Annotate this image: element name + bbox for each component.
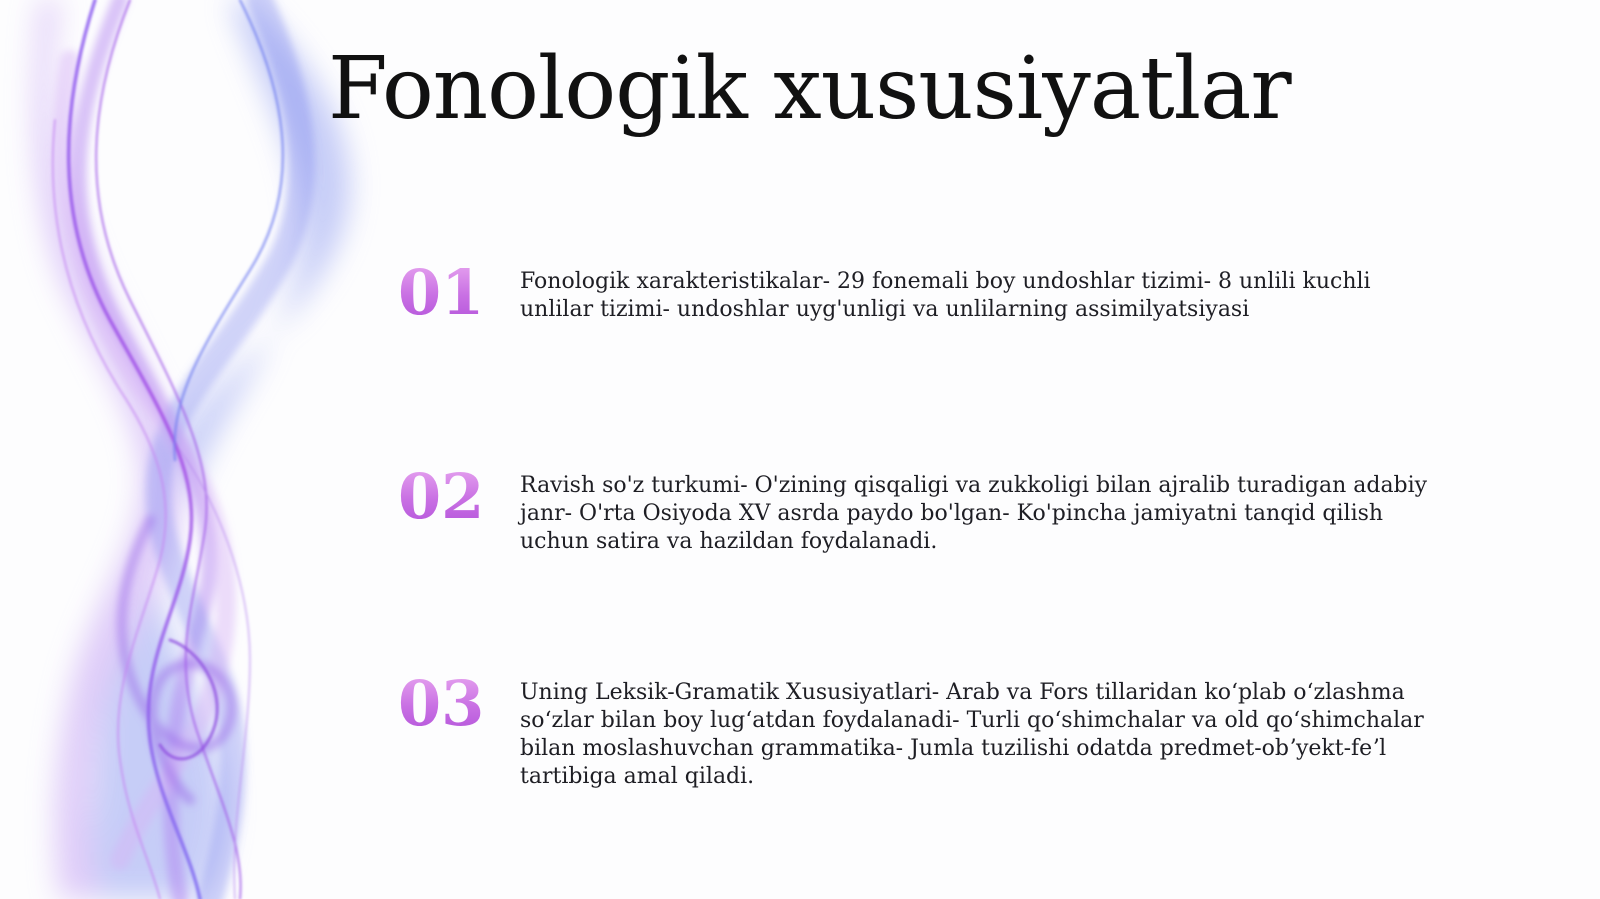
item-number: 01 [398, 256, 485, 329]
item-text: Fonologik xarakteristikalar- 29 fonemali boy undoshlar tizimi- 8 unlili kuchli unlilar tizimi- undoshlar uyg'unligi va unlilarning assimilyatsiyasi [520, 269, 1371, 322]
item-number: 02 [398, 460, 485, 533]
item-number: 03 [398, 667, 485, 740]
item-text: Ravish so'z turkumi- O'zining qisqaligi va zukkoligi bilan ajralib turadigan adabiy janr- O'rta Osiyoda XV asrda paydo bo'lgan- Ko'pincha jamiyatni tanqid qilish uchun satira va hazildan foydalanadi. [520, 473, 1428, 554]
item-text: Uning Leksik-Gramatik Xususiyatlari- Arab va Fors tillaridan koʻplab oʻzlashma soʻzlar bilan boy lugʻatdan foydalanadi- Turli qoʻshimchalar va old qoʻshimchalar bilan moslashuvchan grammatika- Jumla tuzilishi odatda predmet-obʼyekt-feʼl tartibiga amal qiladi. [520, 680, 1424, 789]
slide-title: Fonologik xususiyatlar [328, 39, 1291, 139]
